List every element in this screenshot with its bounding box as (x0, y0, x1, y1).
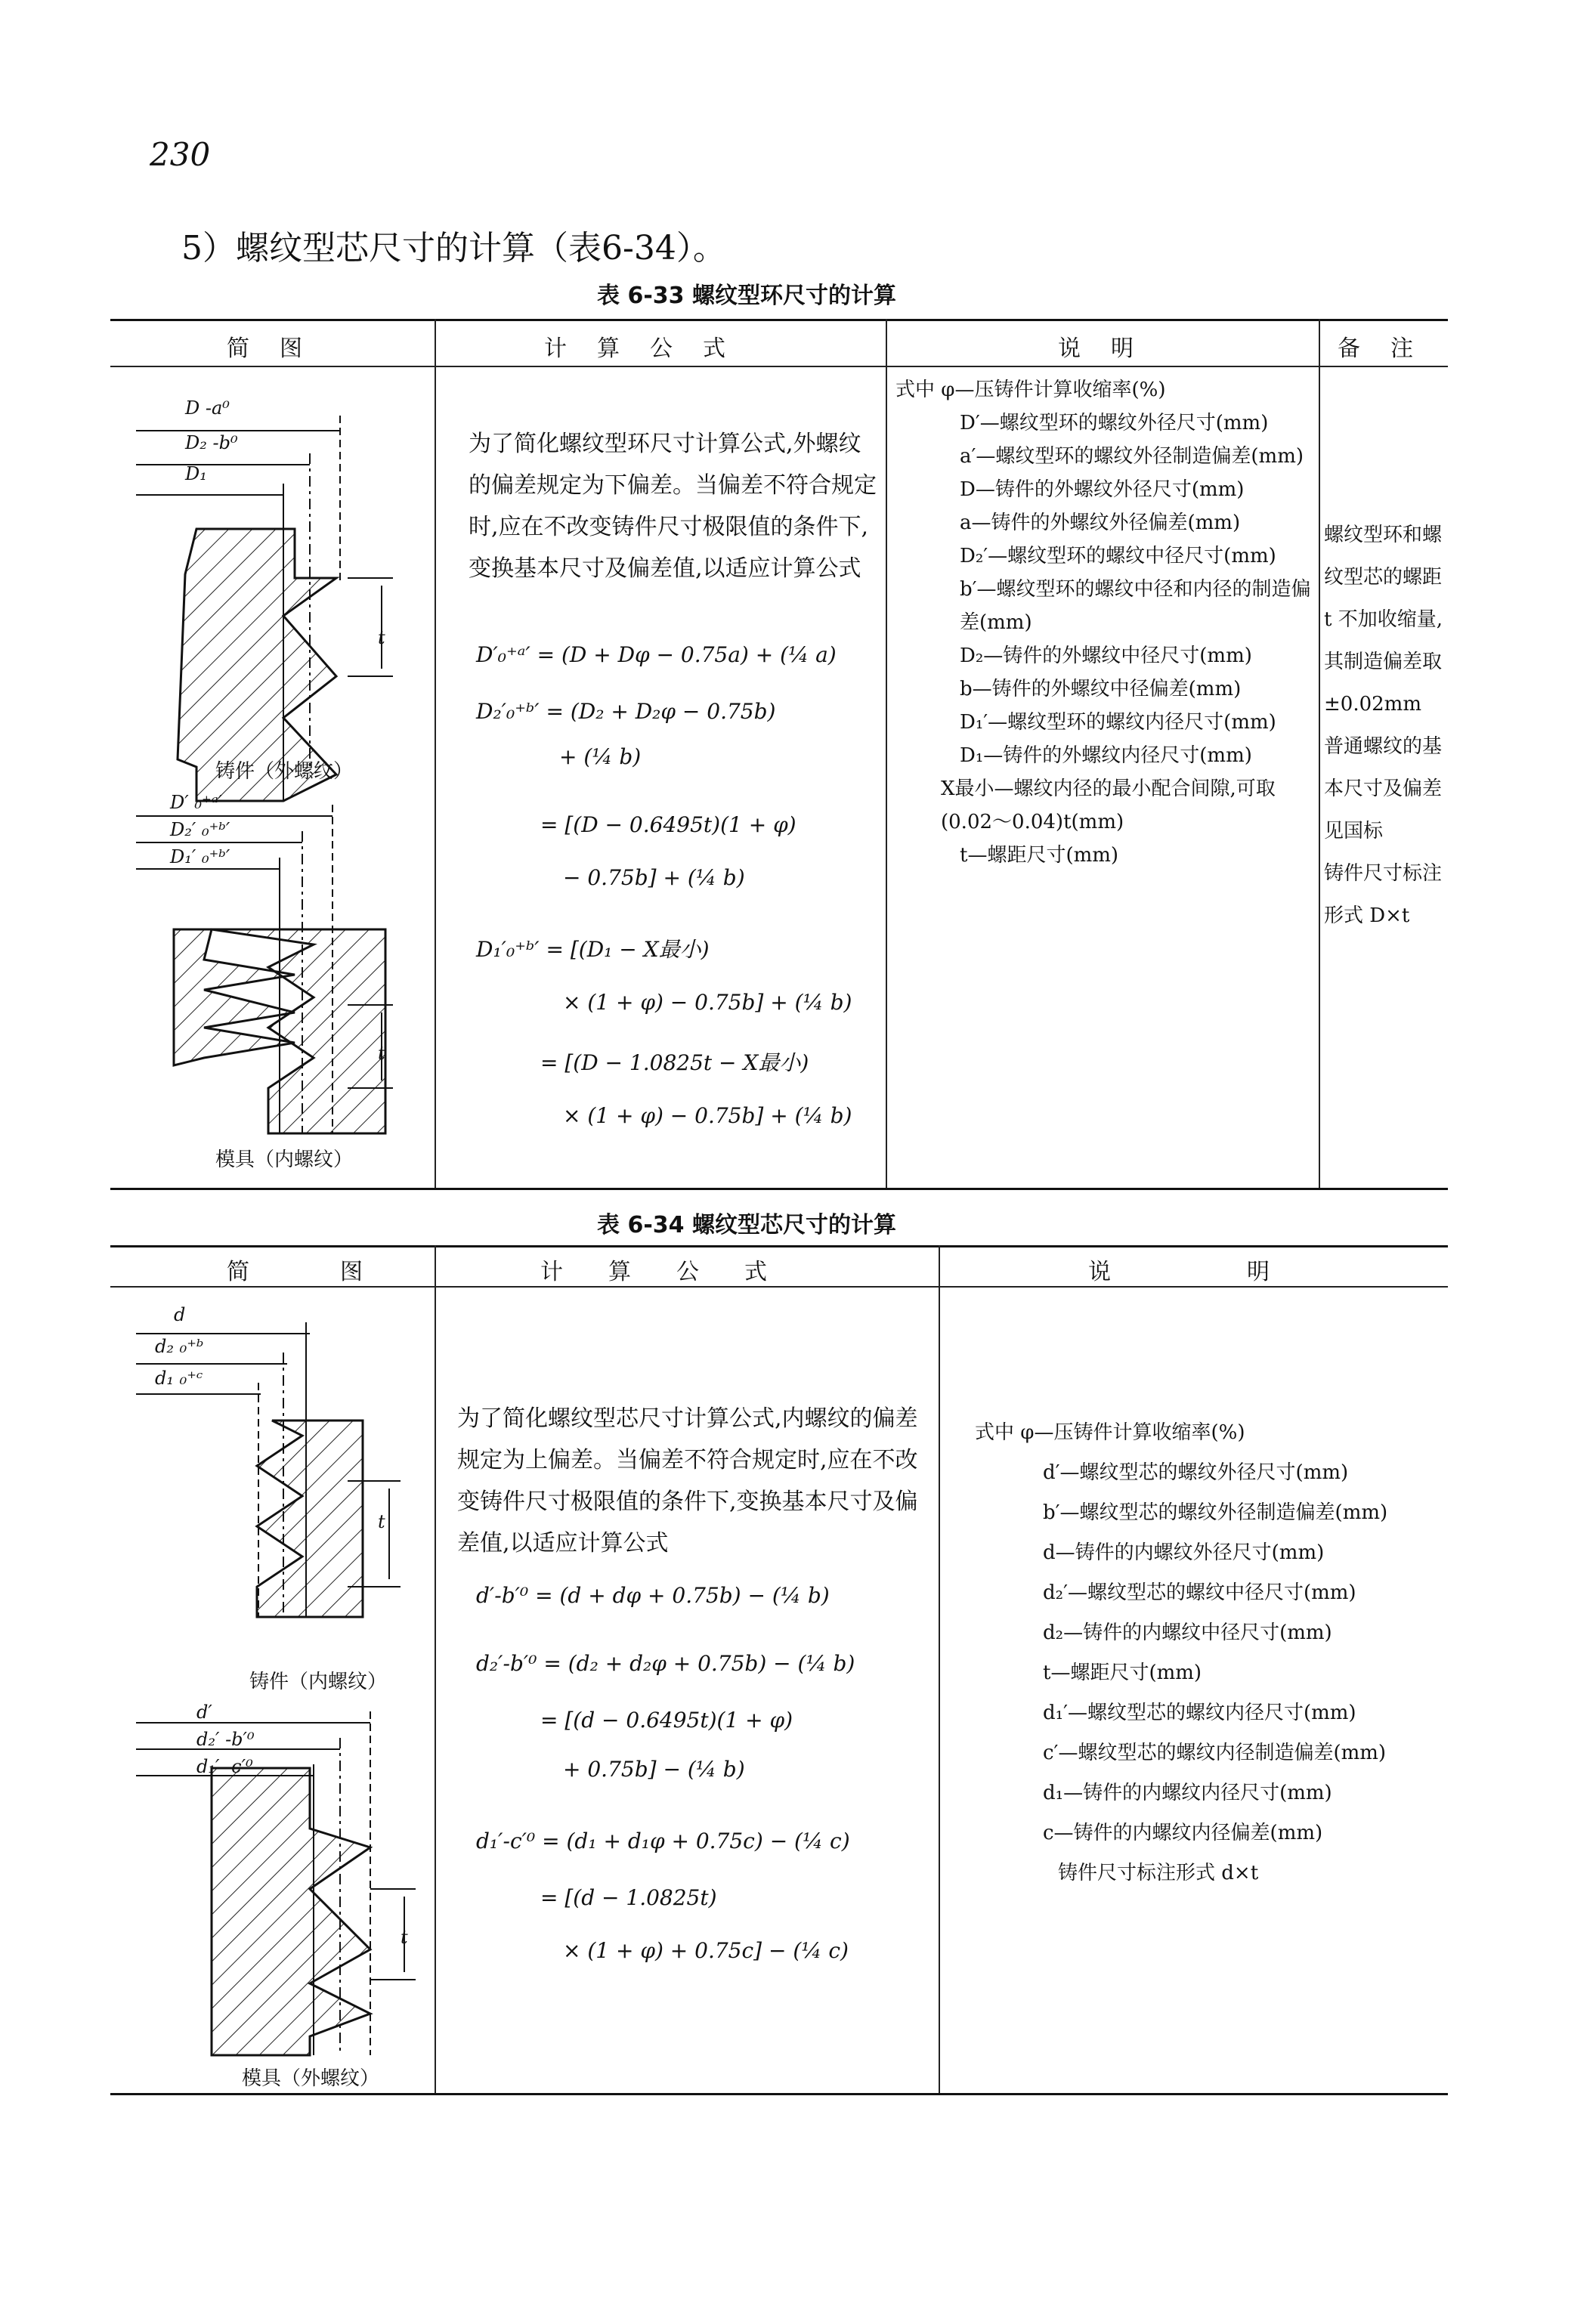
table33-header-explanation: 说明 (1058, 335, 1164, 362)
dim-D2: D₂ -b⁰ (185, 432, 238, 453)
explanation-line: 铸件尺寸标注形式 d×t (1058, 1862, 1259, 1884)
dim-d1-prime: d₁′ -c′⁰ (196, 1756, 253, 1777)
table33-remarks (1324, 514, 1445, 937)
explanation-line: D′—螺纹型环的螺纹外径尺寸(mm) (960, 412, 1269, 434)
explanation-line: c—铸件的内螺纹内径偏差(mm) (1043, 1822, 1323, 1844)
formula-line: × (1 + φ) − 0.75b] + (¼ b) (563, 990, 852, 1015)
explanation-line: D₂′—螺纹型环的螺纹中径尺寸(mm) (960, 545, 1276, 567)
table34-explanations (975, 1413, 1443, 1894)
pitch-label-t: t (378, 627, 385, 648)
remark-item: 螺纹型环和螺纹型芯的螺距 t 不加收缩量,其制造偏差取 ±0.02mm (1324, 524, 1443, 716)
explanation-line: d₁′—螺纹型芯的螺纹内径尺寸(mm) (1043, 1702, 1356, 1724)
table33-explanations (895, 373, 1315, 872)
dim-d: d (174, 1304, 186, 1325)
section-heading: 5）螺纹型芯尺寸的计算（表6-34）。 (181, 229, 726, 267)
figure-label-inner-thread: 铸件（内螺纹） (249, 1671, 388, 1693)
formula-line: D₁′₀⁺ᵇ′ = [(D₁ − X最小) (476, 937, 710, 962)
explanation-line: d₁—铸件的内螺纹内径尺寸(mm) (1043, 1782, 1332, 1804)
formula-line: × (1 + φ) + 0.75c] − (¼ c) (563, 1938, 849, 1963)
dim-D-prime: D′ ₀⁺ᵃ′ (170, 792, 223, 813)
explanation-line: t—螺距尺寸(mm) (1043, 1662, 1202, 1684)
formula-line: d₂′-b′⁰ = (d₂ + d₂φ + 0.75b) − (¼ b) (476, 1651, 855, 1676)
table34-intro: 为了简化螺纹型芯尺寸计算公式,内螺纹的偏差规定为上偏差。当偏差不符合规定时,应在不改变铸件尺寸极限值的条件下,变换基本尺寸及偏差值,以适应计算公式 (457, 1405, 918, 1557)
formula-line: − 0.75b] + (¼ b) (563, 865, 745, 890)
dim-D2-prime: D₂′ ₀⁺ᵇ′ (170, 819, 230, 840)
dim-D1: D₁ (185, 463, 207, 484)
table33-top-rule (110, 319, 1448, 321)
explanation-line: d′—螺纹型芯的螺纹外径尺寸(mm) (1043, 1461, 1349, 1484)
explanation-line: t—螺距尺寸(mm) (960, 844, 1119, 867)
table33-header-remark: 备注 (1338, 335, 1443, 362)
explanation-line: d₂′—螺纹型芯的螺纹中径尺寸(mm) (1043, 1581, 1356, 1604)
explanation-line: b′—螺纹型环的螺纹中径和内径的制造偏差(mm) (960, 578, 1311, 634)
table33-col-divider (886, 319, 887, 1188)
explanation-line: b—铸件的外螺纹中径偏差(mm) (960, 678, 1242, 700)
table34-header-rule (110, 1286, 1448, 1288)
table34-header-explanation: 说明 (1088, 1259, 1406, 1285)
explanation-line: D—铸件的外螺纹外径尺寸(mm) (960, 478, 1245, 501)
explanation-line: D₁—铸件的外螺纹内径尺寸(mm) (960, 744, 1252, 767)
formula-line: = [(D − 0.6495t)(1 + φ) (540, 812, 796, 837)
figure-label-outer-thread: 模具（外螺纹） (242, 2067, 380, 2090)
table33-header-rule (110, 366, 1448, 367)
pitch-label-t: t (401, 1927, 408, 1948)
explanation-line: X最小—螺纹内径的最小配合间隙,可取(0.02～0.04)t(mm) (941, 778, 1276, 833)
explanation-line: 式中 φ—压铸件计算收缩率(%) (975, 1421, 1245, 1444)
remark-item: 铸件尺寸标注形式 D×t (1324, 862, 1443, 927)
table33-header-formula: 计算公式 (544, 335, 756, 362)
explanation-line: D₁′—螺纹型环的螺纹内径尺寸(mm) (960, 711, 1276, 734)
explanation-line: b′—螺纹型芯的螺纹外径制造偏差(mm) (1043, 1501, 1388, 1524)
table34-header-figure: 简图 (227, 1259, 453, 1285)
explanation-line: d₂—铸件的内螺纹中径尺寸(mm) (1043, 1622, 1332, 1644)
inner-thread-cast-drawing (136, 1322, 401, 1617)
table34-bottom-rule (110, 2093, 1448, 2095)
formula-line: × (1 + φ) − 0.75b] + (¼ b) (563, 1103, 852, 1128)
explanation-line: 式中 φ—压铸件计算收缩率(%) (895, 379, 1166, 401)
formula-line: = [(d − 1.0825t) (540, 1885, 717, 1910)
remark-item: 普通螺纹的基本尺寸及偏差见国标 (1324, 735, 1443, 842)
figure-label-outer-thread: 铸件（外螺纹） (215, 760, 354, 783)
dim-d1: d₁ ₀⁺ᶜ (155, 1368, 203, 1389)
outer-thread-cast-drawing (136, 416, 393, 801)
outer-thread-mold-drawing (136, 1711, 416, 2055)
table33-caption: 表 6-33 螺纹型环尺寸的计算 (597, 283, 896, 309)
table33-header-figure: 简图 (227, 335, 332, 362)
explanation-line: D₂—铸件的外螺纹中径尺寸(mm) (960, 645, 1252, 667)
dim-d2: d₂ ₀⁺ᵇ (155, 1336, 204, 1357)
dim-D: D -a⁰ (185, 397, 230, 419)
dim-d-prime: d′ (196, 1702, 212, 1723)
table34-top-rule (110, 1245, 1448, 1247)
formula-line: = [(d − 0.6495t)(1 + φ) (540, 1708, 793, 1733)
table33-bottom-rule (110, 1188, 1448, 1190)
table34-col-divider (939, 1245, 940, 2093)
table34-header-formula: 计算公式 (540, 1259, 812, 1285)
formula-line: + 0.75b] − (¼ b) (563, 1757, 745, 1782)
formula-line: d₁′-c′⁰ = (d₁ + d₁φ + 0.75c) − (¼ c) (476, 1829, 850, 1853)
formula-line: + (¼ b) (559, 744, 642, 769)
dim-D1-prime: D₁′ ₀⁺ᵇ′ (170, 846, 230, 867)
table33-intro: 为了简化螺纹型环尺寸计算公式,外螺纹的偏差规定为下偏差。当偏差不符合规定时,应在不改变铸件尺寸极限值的条件下,变换基本尺寸及偏差值,以适应计算公式 (469, 431, 877, 582)
explanation-line: a′—螺纹型环的螺纹外径制造偏差(mm) (960, 445, 1304, 468)
formula-line: D′₀⁺ᵃ′ = (D + Dφ − 0.75a) + (¼ a) (476, 642, 837, 667)
explanation-line: a—铸件的外螺纹外径偏差(mm) (960, 512, 1241, 534)
formula-line: D₂′₀⁺ᵇ′ = (D₂ + D₂φ − 0.75b) (476, 699, 776, 724)
formula-line: d′-b′⁰ = (d + dφ + 0.75b) − (¼ b) (476, 1583, 830, 1608)
page-number: 230 (150, 136, 211, 173)
explanation-line: c′—螺纹型芯的螺纹内径制造偏差(mm) (1043, 1742, 1387, 1764)
table33-col-divider (435, 319, 436, 1188)
figure-label-inner-thread: 模具（内螺纹） (215, 1148, 354, 1171)
formula-line: = [(D − 1.0825t − X最小) (540, 1050, 809, 1075)
table34-col-divider (435, 1245, 436, 2093)
explanation-line: d—铸件的内螺纹外径尺寸(mm) (1043, 1541, 1325, 1564)
table33-col-divider (1319, 319, 1320, 1188)
table34-caption: 表 6-34 螺纹型芯尺寸的计算 (597, 1212, 896, 1238)
pitch-label-t: t (378, 1043, 385, 1064)
pitch-label-t: t (378, 1511, 385, 1532)
dim-d2-prime: d₂′ -b′⁰ (196, 1729, 255, 1750)
